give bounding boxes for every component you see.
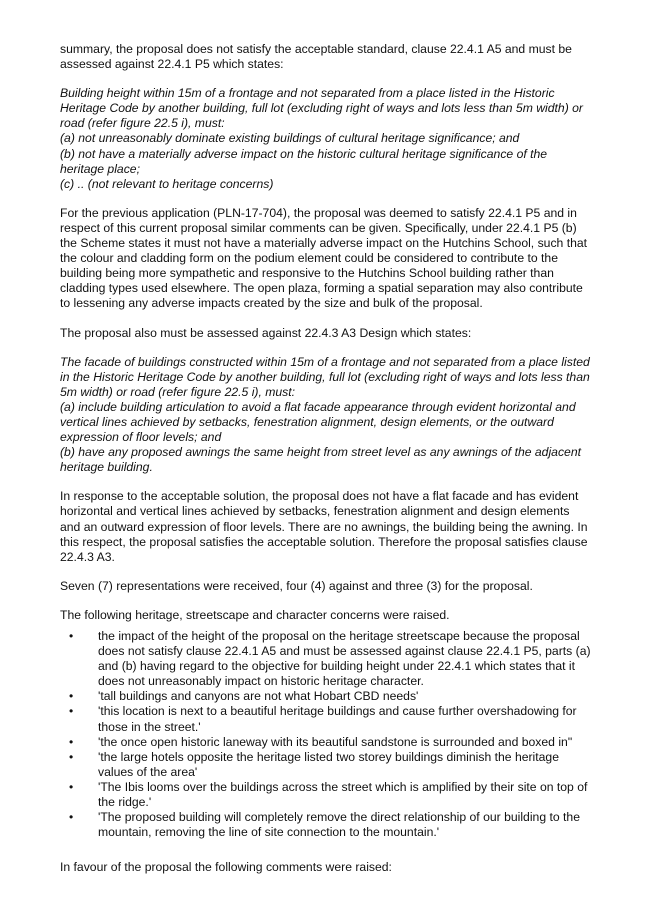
quote-item-c: (c) .. (not relevant to heritage concerns) xyxy=(60,176,274,191)
paragraph-previous-application: For the previous application (PLN-17-704), the proposal was deemed to satisfy 22.4.1 P5 and in respect of this current proposal similar comments can be given. Specifically, under 22.4.1 P5 (b) the Scheme states it must not have a materially adverse impact on the Hutchins School, such that the colour and cladding form on the podium element could be considered to contribute to the building being more sympathetic and responsive to the Hutchins School building rather than cladding types used elsewhere. The open plaza, forming a spatial separation may also contribute to lessening any adverse impacts created by the size and bulk of the proposal. xyxy=(60,205,588,311)
bullet-icon: • xyxy=(69,629,74,643)
paragraph-representations: Seven (7) representations were received, four (4) against and three (3) for the proposal. xyxy=(60,578,533,593)
quote-item-a: (a) include building articulation to avoid a flat facade appearance through evident horizontal and vertical lines achieved by setbacks, fenestration alignment, design elements, or the outward expression of floor levels; and xyxy=(60,399,576,445)
paragraph-summary: summary, the proposal does not satisfy the acceptable standard, clause 22.4.1 A5 and must be assessed against 22.4.1 P5 which states: xyxy=(60,42,572,72)
list-item: • 'this location is next to a beautiful heritage buildings and cause further overshadowing for those in the street.' xyxy=(69,704,577,734)
list-item: • 'the once open historic laneway with its beautiful sandstone is surrounded and boxed in" xyxy=(69,734,573,749)
quote-intro: The facade of buildings constructed within 15m of a frontage and not separated from a place listed in the Historic Heritage Code by another building, full lot (excluding right of ways and lots less than 5m width) or road (refer figure 22.5 i), must: xyxy=(60,354,590,399)
quote-item-b: (b) not have a materially adverse impact on the historic cultural heritage significance of the heritage place; xyxy=(60,146,548,176)
bullet-icon: • xyxy=(69,749,74,764)
paragraph-design-assessment: The proposal also must be assessed against 22.4.3 A3 Design which states: xyxy=(60,325,472,340)
list-item: • 'The proposed building will completely remove the direct relationship of our building to the mountain, removing the line of site connection to the mountain.' xyxy=(69,810,580,840)
paragraph-acceptable-solution: In response to the acceptable solution, the proposal does not have a flat facade and has evident horizontal and vertical lines achieved by setbacks, fenestration alignment and design elements and an outward expression of floor levels. There are no awnings, the building being the awning. In this respect, the proposal satisfies the acceptable solution. Therefore the proposal satisfies clause 22.4.3 A3. xyxy=(60,489,588,564)
concerns-list xyxy=(60,629,592,840)
quote-clause-22-4-1-p5 xyxy=(60,86,592,192)
list-item: • 'tall buildings and canyons are not what Hobart CBD needs' xyxy=(69,689,419,704)
paragraph-concerns-intro: The following heritage, streetscape and character concerns were raised. xyxy=(60,607,450,622)
bullet-icon: • xyxy=(69,734,74,749)
bullet-icon: • xyxy=(69,810,74,825)
bullet-icon: • xyxy=(69,689,74,704)
bullet-icon: • xyxy=(69,779,74,794)
list-item: • the impact of the height of the proposal on the heritage streetscape because the proposal does not satisfy clause 22.4.1 A5 and must be assessed against clause 22.4.1 P5, parts (a) and (b) having regard to the objective for building height under 22.4.1 which states that it does not unreasonably impact on historic heritage character. xyxy=(69,629,591,689)
quote-item-a: (a) not unreasonably dominate existing buildings of cultural heritage significance; and xyxy=(60,131,520,146)
list-item: • 'The Ibis looms over the buildings across the street which is amplified by their site on top of the ridge.' xyxy=(69,779,588,810)
list-item: • 'the large hotels opposite the heritage listed two storey buildings diminish the heritage values of the area' xyxy=(69,749,559,779)
bullet-icon: • xyxy=(69,704,74,719)
document-body xyxy=(60,42,592,889)
quote-item-b: (b) have any proposed awnings the same height from street level as any awnings of the adjacent heritage building. xyxy=(60,445,581,475)
paragraph-in-favour: In favour of the proposal the following comments were raised: xyxy=(60,860,392,875)
quote-intro: Building height within 15m of a frontage and not separated from a place listed in the Historic Heritage Code by another building, full lot (excluding right of ways and lots less than 5m width) or road (refer figure 22.5 i), must: xyxy=(60,86,583,131)
quote-clause-22-4-3-a3 xyxy=(60,355,592,476)
